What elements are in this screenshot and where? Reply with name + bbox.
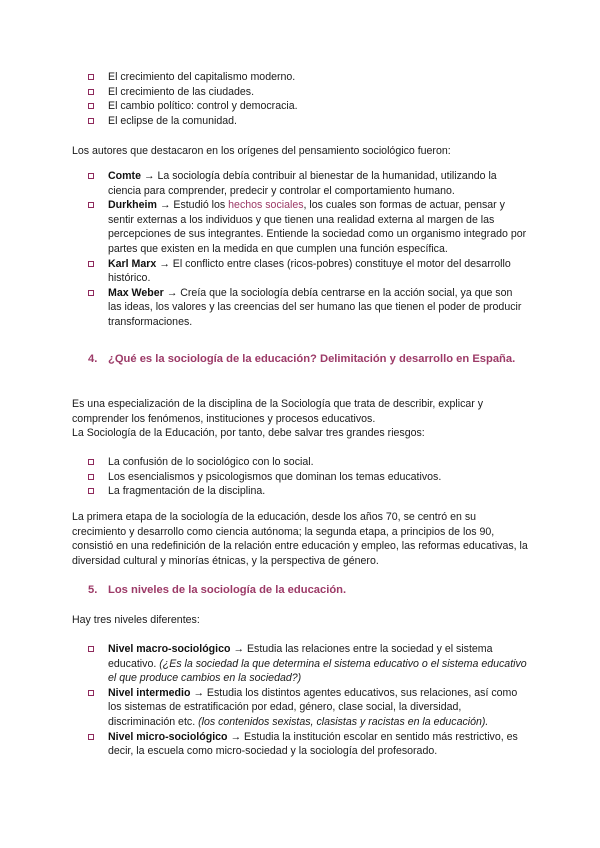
- list-item: La fragmentación de la disciplina.: [72, 484, 528, 499]
- checkbox-bullet-icon: [88, 646, 94, 652]
- list-item: Los esencialismos y psicologismos que dominan los temas educativos.: [72, 470, 528, 485]
- risks-list: [72, 455, 528, 499]
- list-item: El cambio político: control y democracia.: [72, 99, 528, 114]
- checkbox-bullet-icon: [88, 459, 94, 465]
- list-item: Nivel intermedio → Estudia los distintos agentes educativos, sus relaciones, así como los sistemas de estratificación por edad, género, clase social, la diversidad, discriminación etc. (los contenidos sexistas, clasistas y racistas en la educación).: [72, 686, 528, 730]
- list-item: Nivel micro-sociológico → Estudia la institución escolar en sentido más restrictivo, es decir, la escuela como micro-sociedad y la sociología del profesorado.: [72, 730, 528, 759]
- checkbox-bullet-icon: [88, 103, 94, 109]
- authors-list: [72, 169, 528, 330]
- list-item: El crecimiento del capitalismo moderno.: [72, 70, 528, 85]
- checkbox-bullet-icon: [88, 290, 94, 296]
- checkbox-bullet-icon: [88, 488, 94, 494]
- list-item: Comte → La sociología debía contribuir al bienestar de la humanidad, utilizando la ciencia para comprender, predecir y controlar el comportamiento humano.: [72, 169, 528, 198]
- checkbox-bullet-icon: [88, 74, 94, 80]
- checkbox-bullet-icon: [88, 173, 94, 179]
- checkbox-bullet-icon: [88, 474, 94, 480]
- list-item: Max Weber → Creía que la sociología debía centrarse en la acción social, ya que son las ideas, los valores y las creencias del ser humano las que tienen el poder de producir transformaciones.: [72, 286, 528, 330]
- list-item: Nivel macro-sociológico → Estudia las relaciones entre la sociedad y el sistema educativo. (¿Es la sociedad la que determina el sistema educativo o el sistema educativo el que produce cambios en la sociedad?): [72, 642, 528, 686]
- levels-intro: Hay tres niveles diferentes:: [72, 614, 200, 626]
- authors-intro: Los autores que destacaron en los orígenes del pensamiento sociológico fueron:: [72, 145, 451, 157]
- checkbox-bullet-icon: [88, 690, 94, 696]
- list-item: El crecimiento de las ciudades.: [72, 85, 528, 100]
- checkbox-bullet-icon: [88, 118, 94, 124]
- section-heading-4: 4. ¿Qué es la sociología de la educación? Delimitación y desarrollo en España.: [88, 353, 516, 365]
- list-item: La confusión de lo sociológico con lo social.: [72, 455, 528, 470]
- checkbox-bullet-icon: [88, 202, 94, 208]
- list-item: Durkheim → Estudió los hechos sociales, los cuales son formas de actuar, pensar y sentir externas a los individuos y que tienen una realidad externa al margen de las percepciones de sus integrantes. Entiende la sociedad como un organismo integrado por partes que existen en la medida en que cumplen una función específica.: [72, 198, 528, 256]
- list-item: Karl Marx → El conflicto entre clases (ricos-pobres) constituye el motor del desarrollo histórico.: [72, 257, 528, 286]
- highlighted-term: hechos sociales: [228, 199, 304, 212]
- list-item: El eclipse de la comunidad.: [72, 114, 528, 129]
- levels-list: [72, 642, 528, 759]
- section-heading-5: 5. Los niveles de la sociología de la educación.: [88, 584, 347, 596]
- paragraph-definition: Es una especialización de la disciplina de la Sociología que trata de describir, explicar y comprender los fenómenos, instituciones y procesos educativos. La Sociología de la Educación, por tanto, debe salvar tres grandes riesgos:: [72, 398, 484, 440]
- checkbox-bullet-icon: [88, 89, 94, 95]
- paragraph-stages: La primera etapa de la sociología de la educación, desde los años 70, se centró en su crecimiento y desarrollo como ciencia autónoma; la segunda etapa, a principios de los 90, consistió en una redefinición de la relación entre educación y empleo, las reformas educativas, la diversidad cultural y minorías étnicas, y la perspectiva de género.: [72, 511, 528, 567]
- checkbox-bullet-icon: [88, 734, 94, 740]
- factors-list: [72, 70, 528, 128]
- checkbox-bullet-icon: [88, 261, 94, 267]
